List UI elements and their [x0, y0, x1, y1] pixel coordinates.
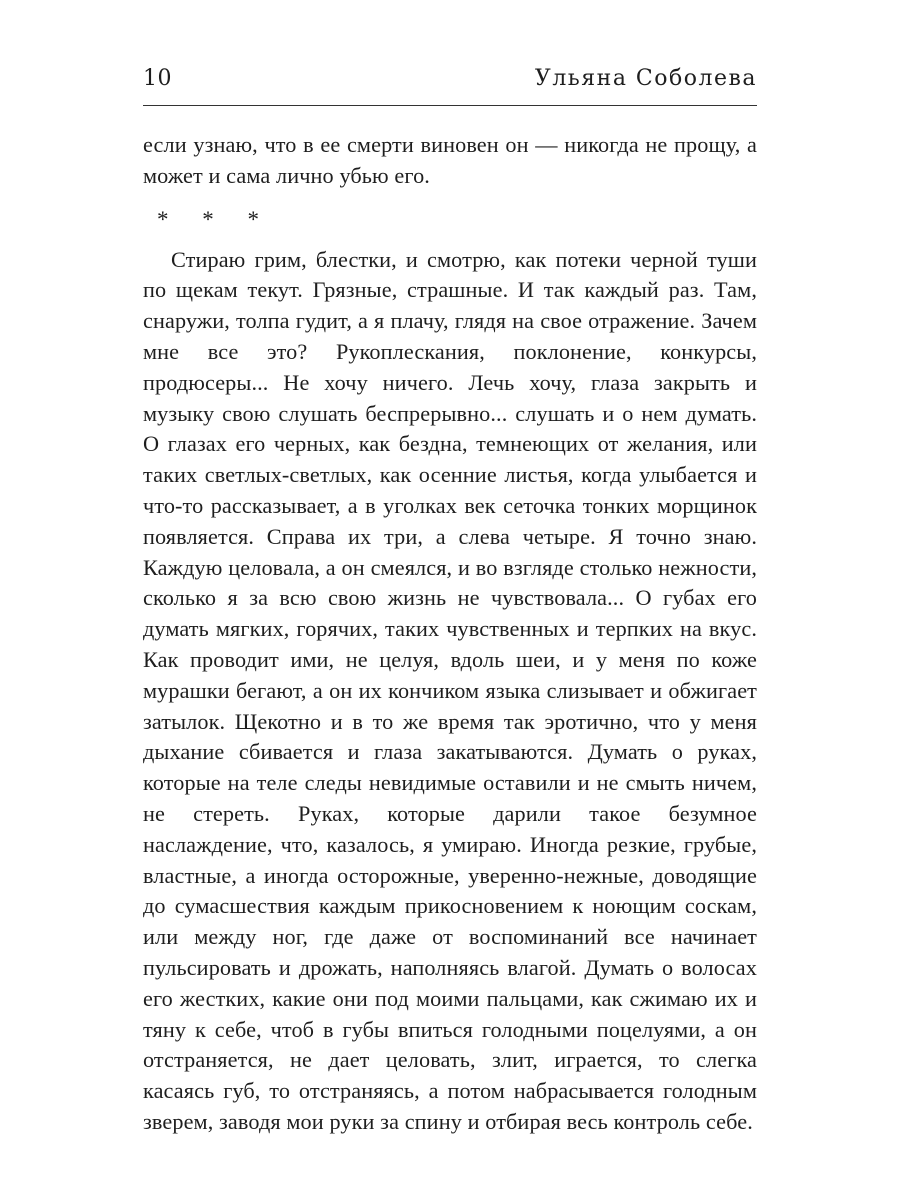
continuation-paragraph: если узнаю, что в ее смерти виновен он — никогда не прощу, а может и сама лично убью его.	[143, 132, 757, 188]
section-separator: * * *	[157, 206, 273, 232]
running-head-author: Ульяна Соболева	[534, 66, 757, 91]
header-rule	[143, 105, 757, 106]
page-header	[143, 66, 757, 106]
page-number: 10	[143, 66, 172, 91]
body-text	[143, 130, 757, 1138]
main-paragraph: Стираю грим, блестки, и смотрю, как потеки черной туши по щекам текут. Грязные, страшные. И так каждый раз. Там, снаружи, толпа гудит, а я плачу, глядя на свое отражение. Зачем мне все это? Рукоплескания, поклонение, конкурсы, продюсеры... Не хочу ничего. Лечь хочу, глаза закрыть и музыку свою слушать беспрерывно... слушать и о нем думать. О глазах его черных, как бездна, темнеющих от желания, или таких светлых-светлых, как осенние листья, когда улыбается и что-то рассказывает, а в уголках век сеточка тонких морщинок появляется. Справа их три, а слева четыре. Я точно знаю. Каждую целовала, а он смеялся, и во взгляде столько нежности, сколько я за всю свою жизнь не чувствовала... О губах его думать мягких, горячих, таких чувственных и терпких на вкус. Как проводит ими, не целуя, вдоль шеи, и у меня по коже мурашки бегают, а он их кончиком языка слизывает и обжигает затылок. Щекотно и в то же время так эротично, что у меня дыхание сбивается и глаза закатываются. Думать о руках, которые на теле следы невидимые оставили и не смыть ничем, не стереть. Руках, которые дарили такое безумное наслаждение, что, казалось, я умираю. Иногда резкие, грубые, властные, а иногда осторожные, уверенно-нежные, доводящие до сумасшествия каждым прикосновением к ноющим соскам, или между ног, где даже от воспоминаний все начинает пульсировать и дрожать, наполняясь влагой. Думать о волосах его жестких, какие они под моими пальцами, как сжимаю их и тяну к себе, чтоб в губы впиться голодными поцелуями, а он отстраняется, не дает целовать, злит, играется, то слегка касаясь губ, то отстраняясь, а потом набрасывается голодным зверем, заводя мои руки за спину и отбирая весь контроль себе.	[143, 246, 757, 1134]
